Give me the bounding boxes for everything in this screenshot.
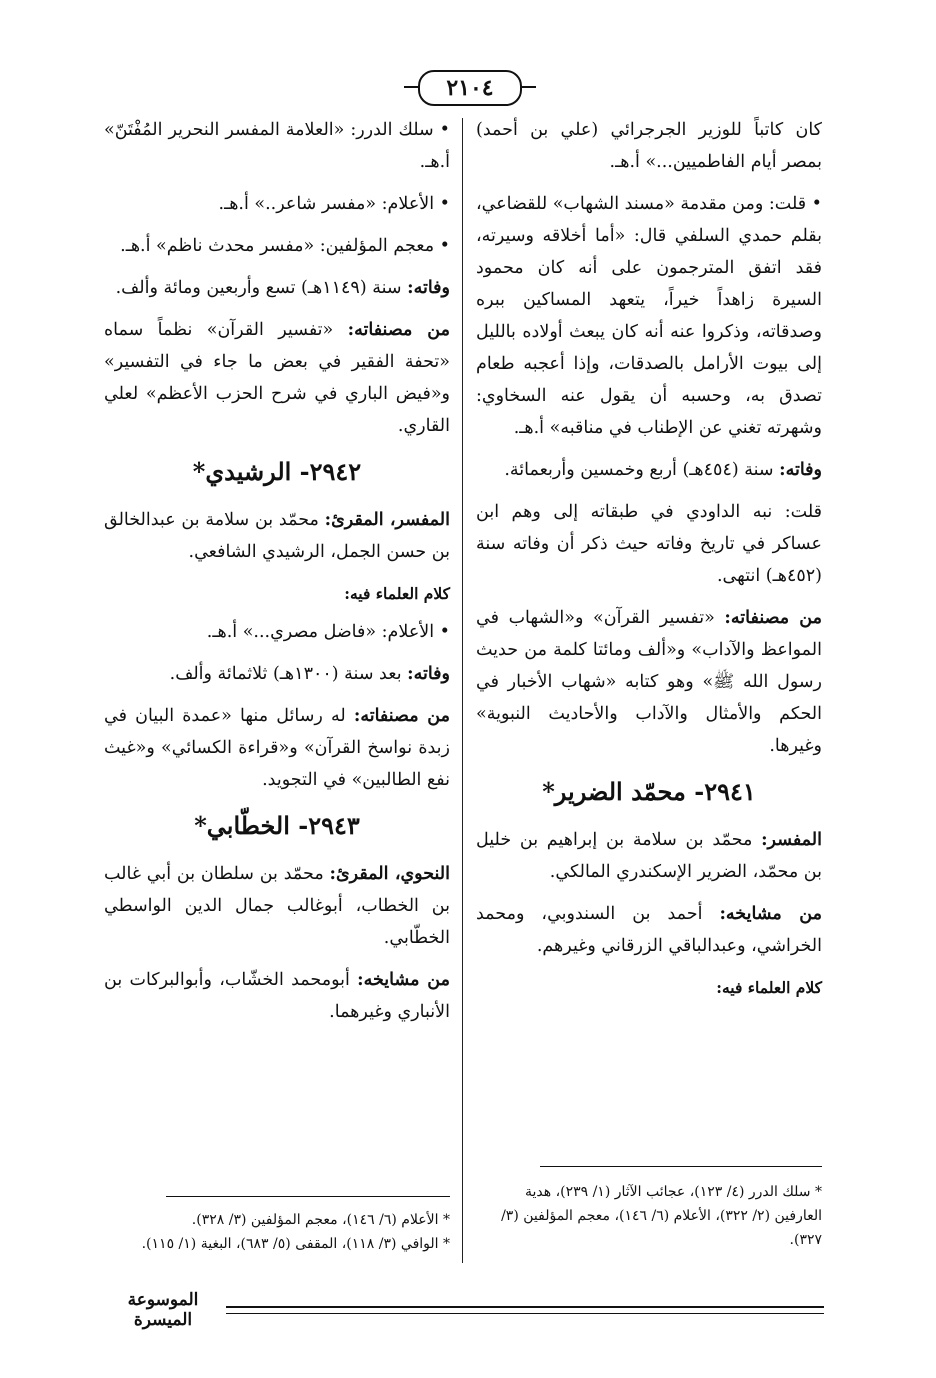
left-column bbox=[104, 114, 450, 1038]
field-label: من مشايخه: bbox=[719, 904, 822, 924]
footnotes-right bbox=[476, 1180, 822, 1252]
footnote: * الأعلام (٦/ ١٤٦)، معجم المؤلفين (٣/ ٣٢٨). bbox=[191, 1212, 450, 1228]
field-value: سنة (١١٤٩هـ) تسع وأربعين ومائة وألف. bbox=[115, 278, 408, 298]
field-value: محمّد بن سلطان بن أبي غالب بن الخطاب، أبوغالب جمال الدين الواسطي الخطّابي. bbox=[104, 864, 450, 948]
field-label: وفاته: bbox=[407, 664, 450, 684]
field-value: أبومحمد الخشّاب، وأبوالبركات بن الأنباري وغيرهما. bbox=[104, 970, 450, 1022]
footer-rule bbox=[226, 1306, 824, 1314]
paragraph: • سلك الدرر: «العلامة المفسر النحرير المُفْتَنّ» أ.هـ. bbox=[104, 120, 450, 172]
field-label: المفسر، المقرئ: bbox=[324, 510, 450, 530]
paragraph: قلت: نبه الداودي في طبقاته إلى وهم ابن عساكر في تاريخ وفاته حيث ذكر أن وفاته سنة (٤٥٢هـ) انتهى. bbox=[476, 502, 822, 586]
field-value: أحمد بن السندوبي، ومحمد الخراشي، وعبدالباقي الزرقاني وغيرهم. bbox=[476, 904, 822, 956]
paragraph: كان كاتباً للوزير الجرجرائي (علي بن أحمد) بمصر أيام الفاطميين...» أ.هـ. bbox=[476, 120, 822, 172]
paragraph: • قلت: ومن مقدمة «مسند الشهاب» للقضاعي، بقلم حمدي السلفي قال: «أما أخلاقه وسيرته، فقد اتفق المترجمون على أنه كان محمود السيرة زاهداً خيراً، يتعهد المساكين ببره وصدقاته، وذكروا عنه أنه كان يبعث أولاده بالليل إلى بيوت الأرامل بالصدقات، وإذا أعجبه طعام تصدق به، وحسبه أن يقول عنه السخاوي: وشهرته تغني عن الإطناب في مناقبه» أ.هـ. bbox=[476, 194, 822, 438]
paragraph bbox=[104, 504, 450, 568]
field-label: من مشايخه: bbox=[357, 970, 450, 990]
field-label: من مصنفاته: bbox=[353, 706, 450, 726]
entry-heading: ٢٩٤٣- الخطّابي* bbox=[194, 811, 360, 840]
footnote: * الوافي (٣/ ١١٨)، المقفى (٥/ ٦٨٣)، البغية (١/ ١١٥). bbox=[141, 1236, 450, 1252]
footnote-rule bbox=[166, 1196, 450, 1197]
footnote-rule bbox=[540, 1166, 822, 1167]
footnote: * سلك الدرر (٤/ ١٢٣)، عجائب الآثار (١/ ٢٣٩)، هدية العارفين (٢/ ٣٢٢)، الأعلام (٦/ ١٤٦)، معجم المؤلفين (٣/ ٣٢٧). bbox=[501, 1184, 822, 1248]
paragraph bbox=[476, 824, 822, 888]
paragraph bbox=[104, 700, 450, 796]
paragraph bbox=[476, 898, 822, 962]
footer-title: الموسوعة الميسرة bbox=[127, 1290, 199, 1330]
column-divider bbox=[462, 118, 463, 1263]
right-column bbox=[476, 114, 822, 1010]
paragraph bbox=[476, 454, 822, 486]
paragraph: • الأعلام: «مفسر شاعر..» أ.هـ. bbox=[218, 194, 450, 214]
field-label: النحوي، المقرئ: bbox=[329, 864, 450, 884]
field-value: «تفسير القرآن» نظماً سماه «تحفة الفقير في بعض ما جاء في التفسير» و«فيض الباري في شرح الحزب الأعظم» لعلي القاري. bbox=[104, 320, 450, 436]
subheading: كلام العلماء فيه: bbox=[344, 584, 450, 603]
field-label: من مصنفاته: bbox=[347, 320, 451, 340]
field-value: محمّد بن سلامة بن إبراهيم بن خليل بن محمّد، الضرير الإسكندري المالكي. bbox=[476, 830, 822, 882]
field-label: وفاته: bbox=[407, 278, 450, 298]
footnotes-left bbox=[104, 1208, 450, 1256]
entry-heading: ٢٩٤١- محمّد الضرير* bbox=[542, 777, 756, 806]
field-label: المفسر: bbox=[761, 830, 822, 850]
entry-heading: ٢٩٤٢- الرشيدي* bbox=[192, 457, 362, 486]
field-label: وفاته: bbox=[779, 460, 822, 480]
paragraph: • معجم المؤلفين: «مفسر محدث ناظم» أ.هـ. bbox=[120, 236, 450, 256]
paragraph bbox=[104, 314, 450, 442]
paragraph bbox=[104, 858, 450, 954]
paragraph bbox=[104, 272, 450, 304]
page-number: ٢١٠٤ bbox=[418, 70, 522, 106]
paragraph bbox=[104, 964, 450, 1028]
field-value: «تفسير القرآن» و«الشهاب في المواعظ والآداب» و«ألف ومائتا كلمة من حديث رسول الله ﷺ» وهو كتابه «شهاب الأخبار في الحكم والأمثال والآداب والأحاديث النبوية» وغيرها. bbox=[476, 608, 822, 756]
field-value: محمّد بن سلامة بن عبدالخالق بن حسن الجمل، الرشيدي الشافعي. bbox=[104, 510, 450, 562]
paragraph bbox=[104, 658, 450, 690]
paragraph: • الأعلام: «فاضل مصري...» أ.هـ. bbox=[206, 622, 450, 642]
paragraph bbox=[476, 602, 822, 762]
field-value: له رسائل منها «عمدة البيان في زبدة نواسخ القرآن» و«قراءة الكسائي» و«غيث نفع الطالبين» في التجويد. bbox=[104, 706, 450, 790]
field-label: من مصنفاته: bbox=[724, 608, 823, 628]
field-value: بعد سنة (١٣٠٠هـ) ثلاثمائة وألف. bbox=[169, 664, 408, 684]
field-value: سنة (٤٥٤هـ) أربع وخمسين وأربعمائة. bbox=[504, 460, 780, 480]
subheading: كلام العلماء فيه: bbox=[716, 978, 822, 997]
